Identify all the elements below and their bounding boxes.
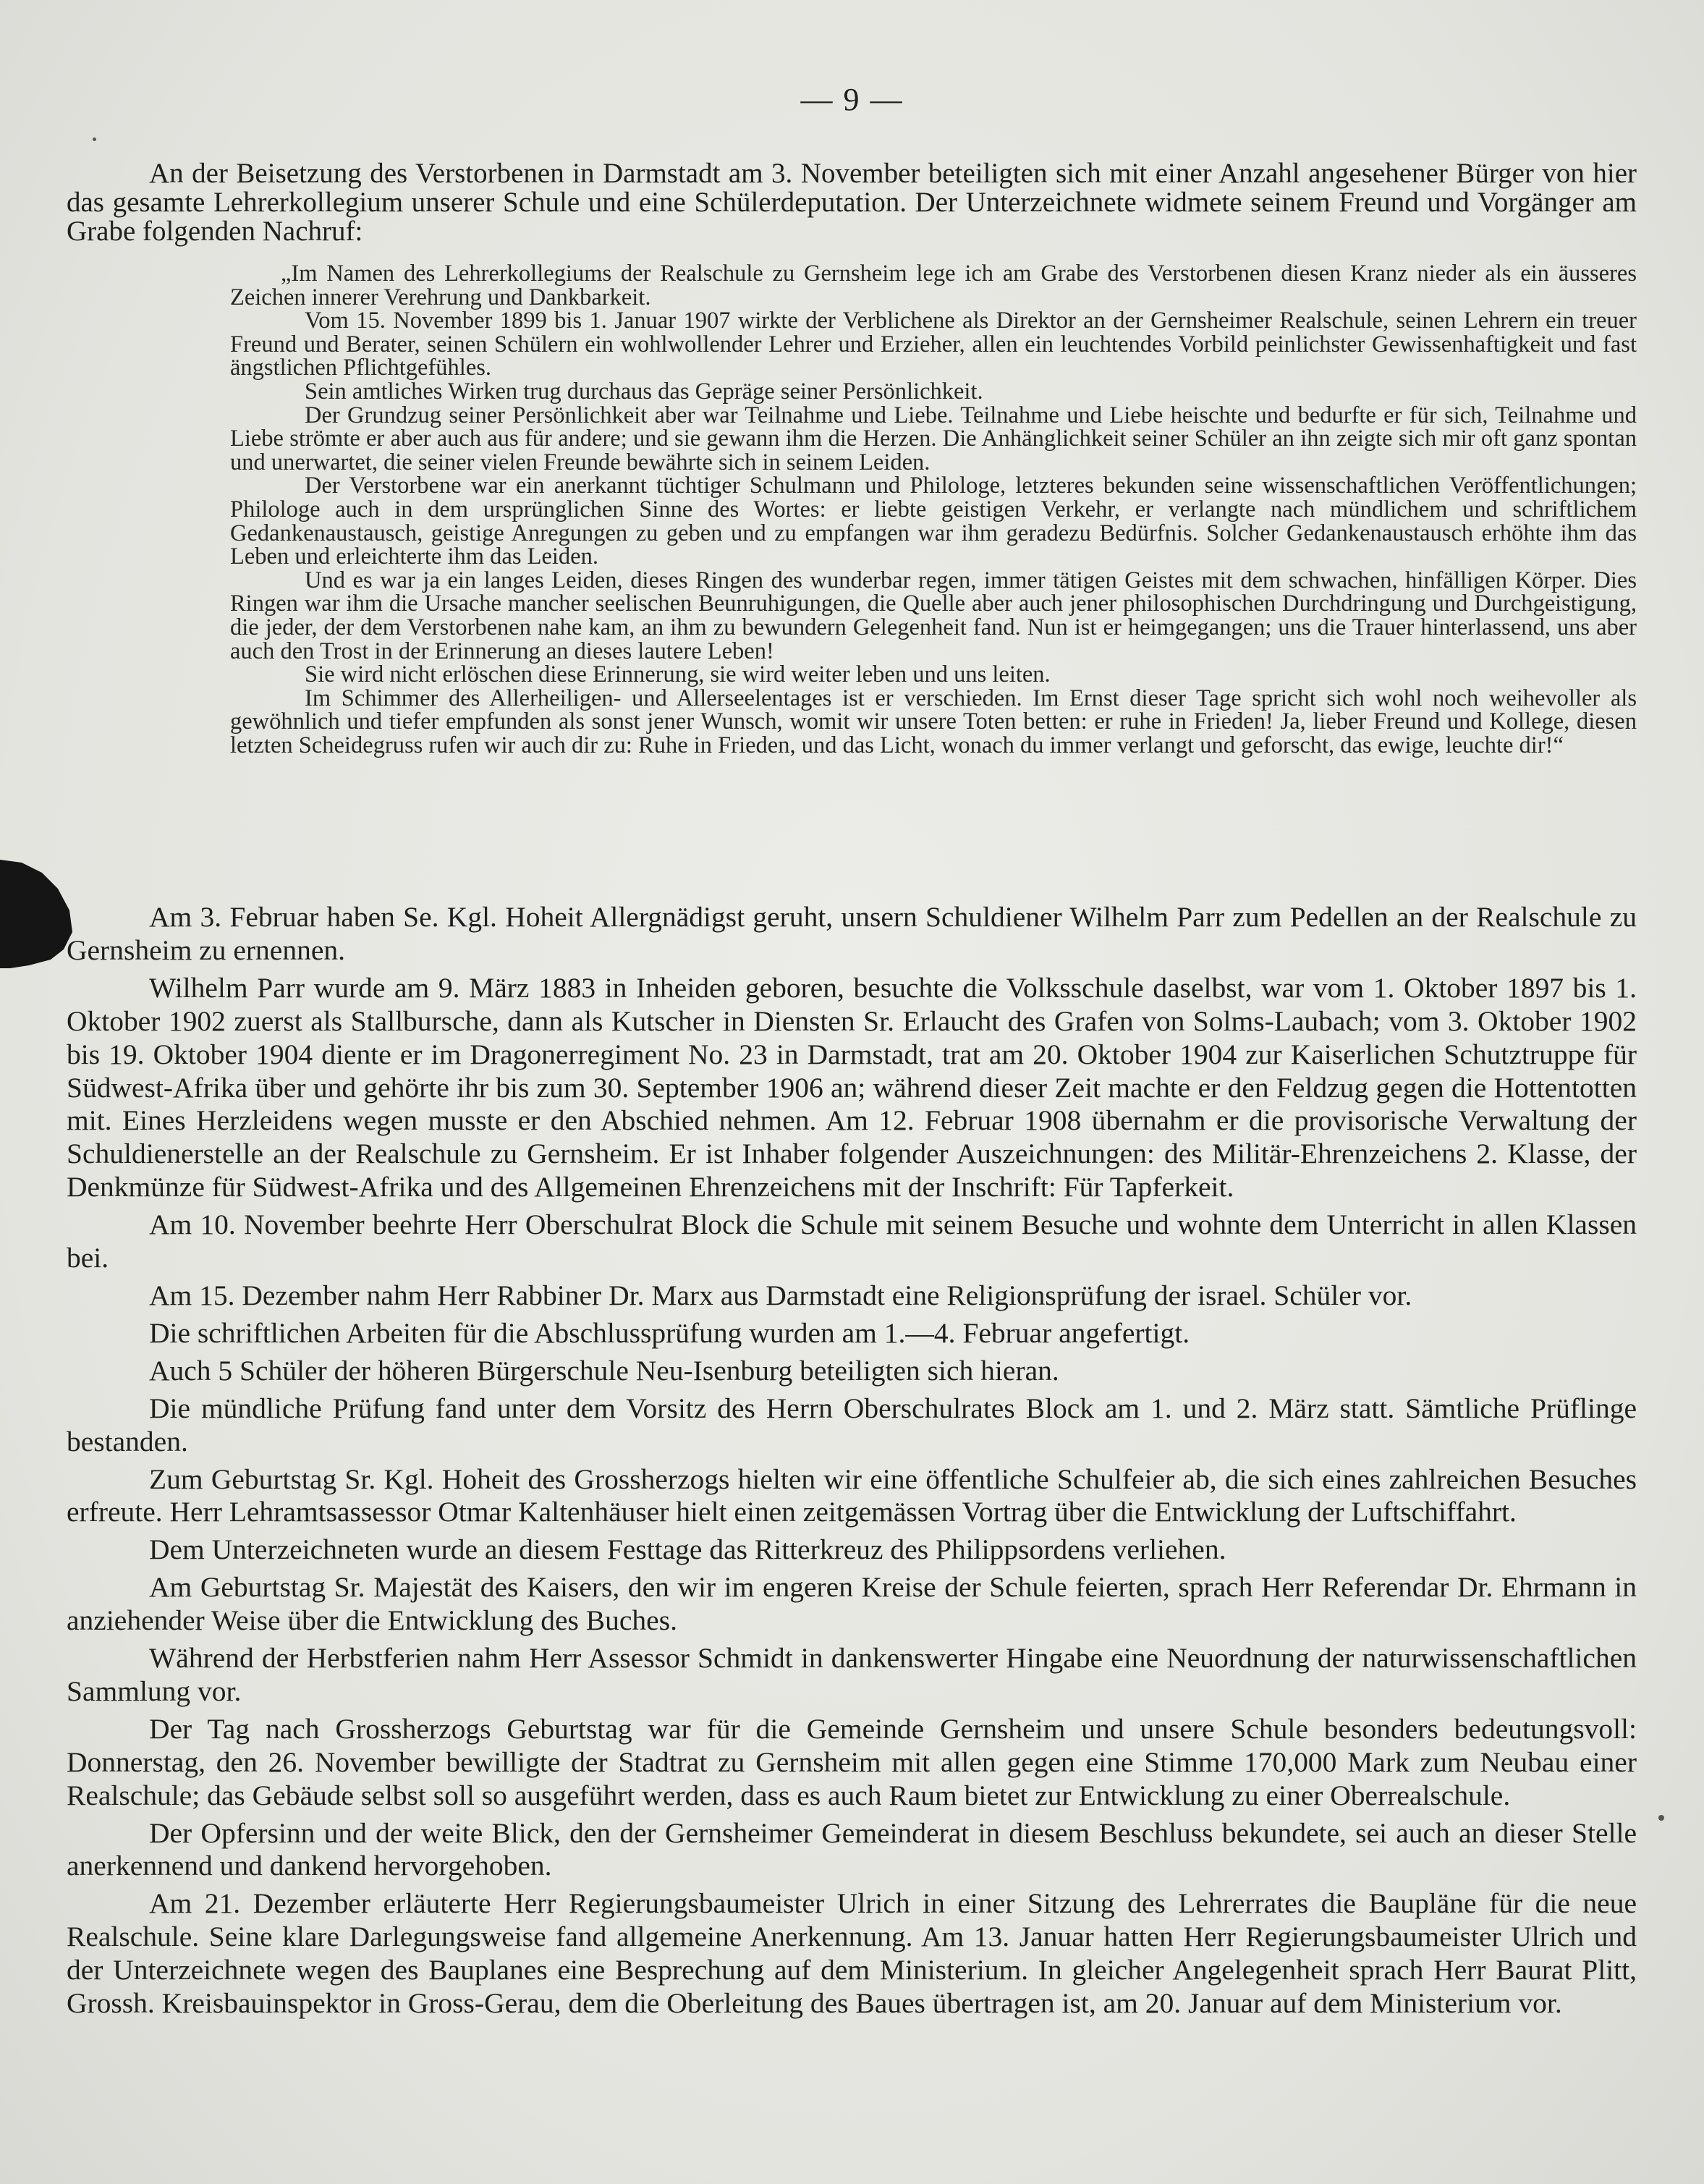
paper-speck bbox=[1658, 1815, 1664, 1821]
intro-paragraph: An der Beisetzung des Verstorbenen in Darmstadt am 3. November beteiligten sich mit einer Anzahl angesehener Bürger von hier das gesamte Lehrerkollegium unserer Schule und eine Schülerdeputation. Der Unterzeichnete widmete seinem Freund und Vorgänger am Grabe folgenden Nachruf: bbox=[67, 158, 1637, 247]
quote-paragraph: Und es war ja ein langes Leiden, dieses Ringen des wunderbar regen, immer tätigen Geistes mit dem schwachen, hinfälligen Körper. Dies Ringen war ihm die Ursache mancher seelischen Beunruhigungen, die Quelle aber auch jener philosophischen Durchdringung und Durchgeistigung, die jeder, der dem Verstorbenen nahe kam, an ihm zu bewundern Gelegenheit fand. Nun ist er heimgegangen; uns die Trauer hinterlassend, uns aber auch den Trost in der Erinnerung an dieses lautere Leben! bbox=[230, 567, 1637, 664]
quote-paragraph: Im Schimmer des Allerheiligen- und Allerseelentages ist er verschieden. Im Ernst dieser Tage spricht sich wohl noch weihevoller als gewöhnlich und tiefer empfunden als sonst jener Wunsch, womit wir unsere Toten betten: er ruhe in Frieden! Ja, lieber Freund und Kollege, diesen letzten Scheidegruss rufen wir auch dir zu: Ruhe in Frieden, und das Licht, wonach du immer verlangt und geforscht, das ewige, leuchte dir!“ bbox=[230, 685, 1637, 758]
quote-paragraph: Sein amtliches Wirken trug durchaus das Gepräge seiner Persönlichkeit. bbox=[305, 378, 983, 405]
body-paragraph: Der Tag nach Grossherzogs Geburtstag war für die Gemeinde Gernsheim und unsere Schule besonders bedeutungsvoll: Donnerstag, den 26. November bewilligte der Stadtrat zu Gernsheim mit allen gegen eine Stimme 170,000 Mark zum Neubau einer Realschule; das Gebäude selbst soll so ausgeführt werden, dass es auch Raum bietet zur Entwicklung zu einer Oberrealschule. bbox=[67, 1712, 1637, 1811]
body-paragraph: Am 3. Februar haben Se. Kgl. Hoheit Allergnädigst geruht, unsern Schuldiener Wilhelm Parr zum Pedellen an der Realschule zu Gernsheim zu ernennen. bbox=[67, 901, 1637, 966]
main-text bbox=[67, 901, 1637, 2020]
intro-section bbox=[67, 159, 1637, 246]
body-paragraph: Am 15. Dezember nahm Herr Rabbiner Dr. Marx aus Darmstadt eine Religionsprüfung der israel. Schüler vor. bbox=[149, 1279, 1412, 1311]
page-number: — 9 — bbox=[800, 82, 904, 117]
body-paragraph: Die schriftlichen Arbeiten für die Abschlussprüfung wurden am 1.—4. Februar angefertigt. bbox=[149, 1316, 1190, 1349]
ink-blot bbox=[0, 860, 75, 968]
paper-speck bbox=[93, 137, 96, 141]
quote-paragraph: Der Grundzug seiner Persönlichkeit aber war Teilnahme und Liebe. Teilnahme und Liebe heischte und bedurfte er für sich, Teilnahme und Liebe strömte er aber auch aus für andere; und sie gewann ihm die Herzen. Die Anhänglichkeit seiner Schüler an ihn zeigte sich mir oft ganz spontan und unerwartet, die seiner vielen Freunde bewährte sich in seinem Leiden. bbox=[230, 402, 1637, 475]
body-paragraph: Am 21. Dezember erläuterte Herr Regierungsbaumeister Ulrich in einer Sitzung des Lehrerrates die Baupläne für die neue Realschule. Seine klare Darlegungsweise fand allgemeine Anerkennung. Am 13. Januar hatten Herr Regierungsbaumeister Ulrich und der Unterzeichnete wegen des Bauplanes eine Besprechung auf dem Ministerium. In gleicher Angelegenheit sprach Herr Baurat Plitt, Grossh. Kreisbauinspektor in Gross-Gerau, dem die Oberleitung des Baues übertragen ist, am 20. Januar auf dem Ministerium vor. bbox=[67, 1887, 1637, 2020]
body-paragraph: Dem Unterzeichneten wurde an diesem Festtage das Ritterkreuz des Philippsordens verliehen. bbox=[149, 1533, 1226, 1566]
body-paragraph: Zum Geburtstag Sr. Kgl. Hoheit des Grossherzogs hielten wir eine öffentliche Schulfeier ab, die sich eines zahlreichen Besuches erfreute. Herr Lehramtsassessor Otmar Kaltenhäuser hielt einen zeitgemässen Vortrag über die Entwicklung der Luftschiffahrt. bbox=[67, 1463, 1637, 1528]
eulogy-quote bbox=[230, 262, 1637, 757]
quote-paragraph: „Im Namen des Lehrerkollegiums der Realschule zu Gernsheim lege ich am Grabe des Verstorbenen diesen Kranz nieder als ein äusseres Zeichen innerer Verehrung und Dankbarkeit. bbox=[230, 261, 1637, 310]
body-paragraph: Am Geburtstag Sr. Majestät des Kaisers, den wir im engeren Kreise der Schule feierten, sprach Herr Referendar Dr. Ehrmann in anziehender Weise über die Entwicklung des Buches. bbox=[67, 1571, 1637, 1637]
body-paragraph: Am 10. November beehrte Herr Oberschulrat Block die Schule mit seinem Besuche und wohnte dem Unterricht in allen Klassen bei. bbox=[67, 1209, 1637, 1274]
body-paragraph: Auch 5 Schüler der höheren Bürgerschule Neu-Isenburg beteiligten sich hieran. bbox=[149, 1354, 1059, 1387]
quote-paragraph: Der Verstorbene war ein anerkannt tüchtiger Schulmann und Philologe, letzteres bekunden seine wissenschaftlichen Veröffentlichungen; Philologe auch in dem ursprünglichen Sinne des Wortes: er liebte geistigen Verkehr, er verlangte nach mündlichem und schriftlichem Gedankenaustausch, geistige Anregungen zu geben und zu empfangen war ihm geradezu Bedürfnis. Solcher Gedankenaustausch erhöhte ihm das Leben und erleichterte ihm das Leiden. bbox=[230, 473, 1637, 570]
body-paragraph: Wilhelm Parr wurde am 9. März 1883 in Inheiden geboren, besuchte die Volksschule daselbst, war vom 1. Oktober 1897 bis 1. Oktober 1902 zuerst als Stallbursche, dann als Kutscher in Diensten Sr. Erlaucht des Grafen von Solms-Laubach; vom 3. Oktober 1902 bis 19. Oktober 1904 diente er im Dragonerregiment No. 23 in Darmstadt, trat am 20. Oktober 1904 zur Kaiserlichen Schutztruppe für Südwest-Afrika über und gehörte ihr bis zum 30. September 1906 an; während dieser Zeit machte er den Feldzug gegen die Hottentotten mit. Eines Herzleidens wegen musste er den Abschied nehmen. Am 12. Februar 1908 übernahm er die provisorische Verwaltung der Schuldienerstelle an der Realschule zu Gernsheim. Er ist Inhaber folgender Auszeichnungen: des Militär-Ehrenzeichens 2. Klasse, der Denkmünze für Südwest-Afrika und des Allgemeinen Ehrenzeichens mit der Inschrift: Für Tapferkeit. bbox=[67, 971, 1637, 1203]
quote-paragraph: Sie wird nicht erlöschen diese Erinnerung, sie wird weiter leben und uns leiten. bbox=[305, 661, 1051, 688]
quote-paragraph: Vom 15. November 1899 bis 1. Januar 1907 wirkte der Verblichene als Direktor an der Gernsheimer Realschule, seinen Lehrern ein treuer Freund und Berater, seinen Schülern ein wohlwollender Lehrer und Erzieher, allen ein leuchtendes Vorbild peinlichster Gewissenhaftigkeit und fast ängstlichen Pflichtgefühles. bbox=[230, 308, 1637, 381]
body-paragraph: Während der Herbstferien nahm Herr Assessor Schmidt in dankenswerter Hingabe eine Neuordnung der naturwissenschaftlichen Sammlung vor. bbox=[67, 1642, 1637, 1707]
body-paragraph: Der Opfersinn und der weite Blick, den der Gernsheimer Gemeinderat in diesem Beschluss bekundete, sei auch an dieser Stelle anerkennend und dankend hervorgehoben. bbox=[67, 1816, 1637, 1882]
body-paragraph: Die mündliche Prüfung fand unter dem Vorsitz des Herrn Oberschulrates Block am 1. und 2. März statt. Sämtliche Prüflinge bestanden. bbox=[67, 1392, 1637, 1457]
